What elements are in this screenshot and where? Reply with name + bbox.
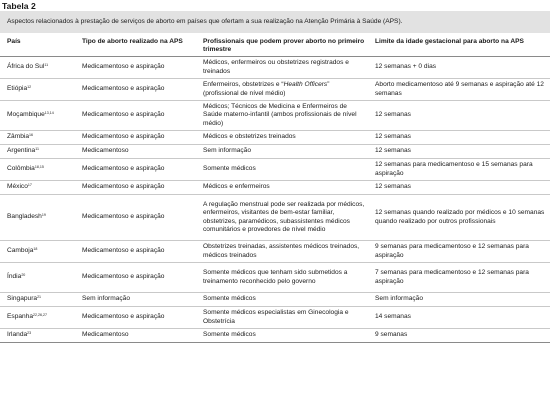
reference-number: 13,14 <box>44 111 54 116</box>
reference-number: 11 <box>44 63 49 68</box>
table-row <box>0 159 550 181</box>
table-row <box>0 293 550 307</box>
table-row <box>0 307 550 329</box>
table-label: Tabela 2 <box>2 1 36 11</box>
country-cell: Espanha$^{22,26,27}$ <box>0 307 75 329</box>
reference-number: 22,26,27 <box>33 313 48 318</box>
limit-cell: Aborto medicamentoso até 9 semanas e aspiração até 12 semanas <box>368 79 550 101</box>
professionals-cell: Somente médicos que tenham sido submetidos a treinamento reconhecido pelo governo <box>196 263 368 293</box>
country-cell: Bangladesh$^{19}$ <box>0 195 75 241</box>
reference-number: 18 <box>33 247 38 252</box>
abortion-services-table <box>0 35 550 343</box>
limit-cell: 12 semanas <box>368 181 550 195</box>
reference-number: 12 <box>27 85 32 90</box>
table-row <box>0 101 550 131</box>
limit-cell: 12 semanas <box>368 145 550 159</box>
table-row <box>0 79 550 101</box>
professionals-cell: A regulação menstrual pode ser realizada por médicos, enfermeiros, visitantes de bem-estar familiar, obstetrizes, paramédicos, subassistentes médicos comunitários e provedores de nível médio <box>196 195 368 241</box>
country-cell: Camboja$^{18}$ <box>0 241 75 263</box>
country-cell: Moçambique$^{13,14}$ <box>0 101 75 131</box>
reference-number: 11 <box>35 147 39 152</box>
limit-cell: 12 semanas + 0 dias <box>368 57 550 79</box>
type-cell: Sem informação <box>75 293 196 307</box>
type-cell: Medicamentoso <box>75 329 196 343</box>
limit-cell: 9 semanas para medicamentoso e 12 semanas para aspiração <box>368 241 550 263</box>
type-cell: Medicamentoso e aspiração <box>75 195 196 241</box>
country-cell: Etiópia$^{12}$ <box>0 79 75 101</box>
limit-cell: 7 semanas para medicamentoso e 12 semanas para aspiração <box>368 263 550 293</box>
header-type: Tipo de aborto realizado na APS <box>75 35 196 57</box>
table-row <box>0 329 550 343</box>
reference-number: 16 <box>29 133 33 138</box>
type-cell: Medicamentoso e aspiração <box>75 131 196 145</box>
professionals-cell: Médicos e enfermeiros <box>196 181 368 195</box>
header-row <box>0 35 550 57</box>
country-cell: Índia$^{20}$ <box>0 263 75 293</box>
professionals-cell: Médicos; Técnicos de Medicina e Enfermeiros de Saúde materno-infantil (ambos profissionais de nível médio) <box>196 101 368 131</box>
table-row <box>0 145 550 159</box>
reference-number: 19 <box>41 213 46 218</box>
professionals-cell: Somente médicos <box>196 329 368 343</box>
header-limit: Limite da idade gestacional para aborto na APS <box>368 35 550 57</box>
limit-cell: 14 semanas <box>368 307 550 329</box>
type-cell: Medicamentoso e aspiração <box>75 57 196 79</box>
type-cell: Medicamentoso e aspiração <box>75 307 196 329</box>
country-cell: Singapura$^{21}$ <box>0 293 75 307</box>
type-cell: Medicamentoso e aspiração <box>75 241 196 263</box>
type-cell: Medicamentoso e aspiração <box>75 263 196 293</box>
limit-cell: 12 semanas quando realizado por médicos e 10 semanas quando realizado por outros profissionais <box>368 195 550 241</box>
professionals-cell: Obstetrizes treinadas, assistentes médicos treinados, médicos treinados <box>196 241 368 263</box>
type-cell: Medicamentoso <box>75 145 196 159</box>
table-row <box>0 131 550 145</box>
type-cell: Medicamentoso e aspiração <box>75 181 196 195</box>
professionals-cell: Somente médicos especialistas em Ginecologia e Obstetrícia <box>196 307 368 329</box>
table-row <box>0 241 550 263</box>
table-row <box>0 195 550 241</box>
reference-number: 21 <box>37 295 42 300</box>
limit-cell: 9 semanas <box>368 329 550 343</box>
professionals-cell: Médicos e obstetrizes treinados <box>196 131 368 145</box>
professionals-cell: Médicos, enfermeiros ou obstetrizes registrados e treinados <box>196 57 368 79</box>
country-cell: Argentina$^{11}$ <box>0 145 75 159</box>
professionals-cell: Somente médicos <box>196 293 368 307</box>
country-cell: México$^{17}$ <box>0 181 75 195</box>
professionals-cell: Sem informação <box>196 145 368 159</box>
type-cell: Medicamentoso e aspiração <box>75 101 196 131</box>
reference-number: 23 <box>27 331 32 336</box>
type-cell: Medicamentoso e aspiração <box>75 79 196 101</box>
type-cell: Medicamentoso e aspiração <box>75 159 196 181</box>
country-cell: Zâmbia$^{16}$ <box>0 131 75 145</box>
country-cell: África do Sul$^{11}$ <box>0 57 75 79</box>
country-cell: Irlanda$^{23}$ <box>0 329 75 343</box>
header-professionals: Profissionais que podem prover aborto no primeiro trimestre <box>196 35 368 57</box>
reference-number: 18,15 <box>34 165 44 170</box>
limit-cell: 12 semanas <box>368 131 550 145</box>
table-row <box>0 181 550 195</box>
professionals-cell: Somente médicos <box>196 159 368 181</box>
limit-cell: Sem informação <box>368 293 550 307</box>
country-cell: Colômbia$^{18,15}$ <box>0 159 75 181</box>
table-caption: Aspectos relacionados à prestação de serviços de aborto em países que ofertam a sua realização na Atenção Primária à Saúde (APS). <box>0 11 550 33</box>
reference-number: 17 <box>27 183 32 188</box>
header-country: País <box>0 35 75 57</box>
professionals-cell: Enfermeiros, obstetrizes e “Health Officers” (profissional de nível médio) <box>196 79 368 101</box>
table-row <box>0 263 550 293</box>
limit-cell: 12 semanas <box>368 101 550 131</box>
table-row <box>0 57 550 79</box>
reference-number: 20 <box>21 273 26 278</box>
limit-cell: 12 semanas para medicamentoso e 15 semanas para aspiração <box>368 159 550 181</box>
